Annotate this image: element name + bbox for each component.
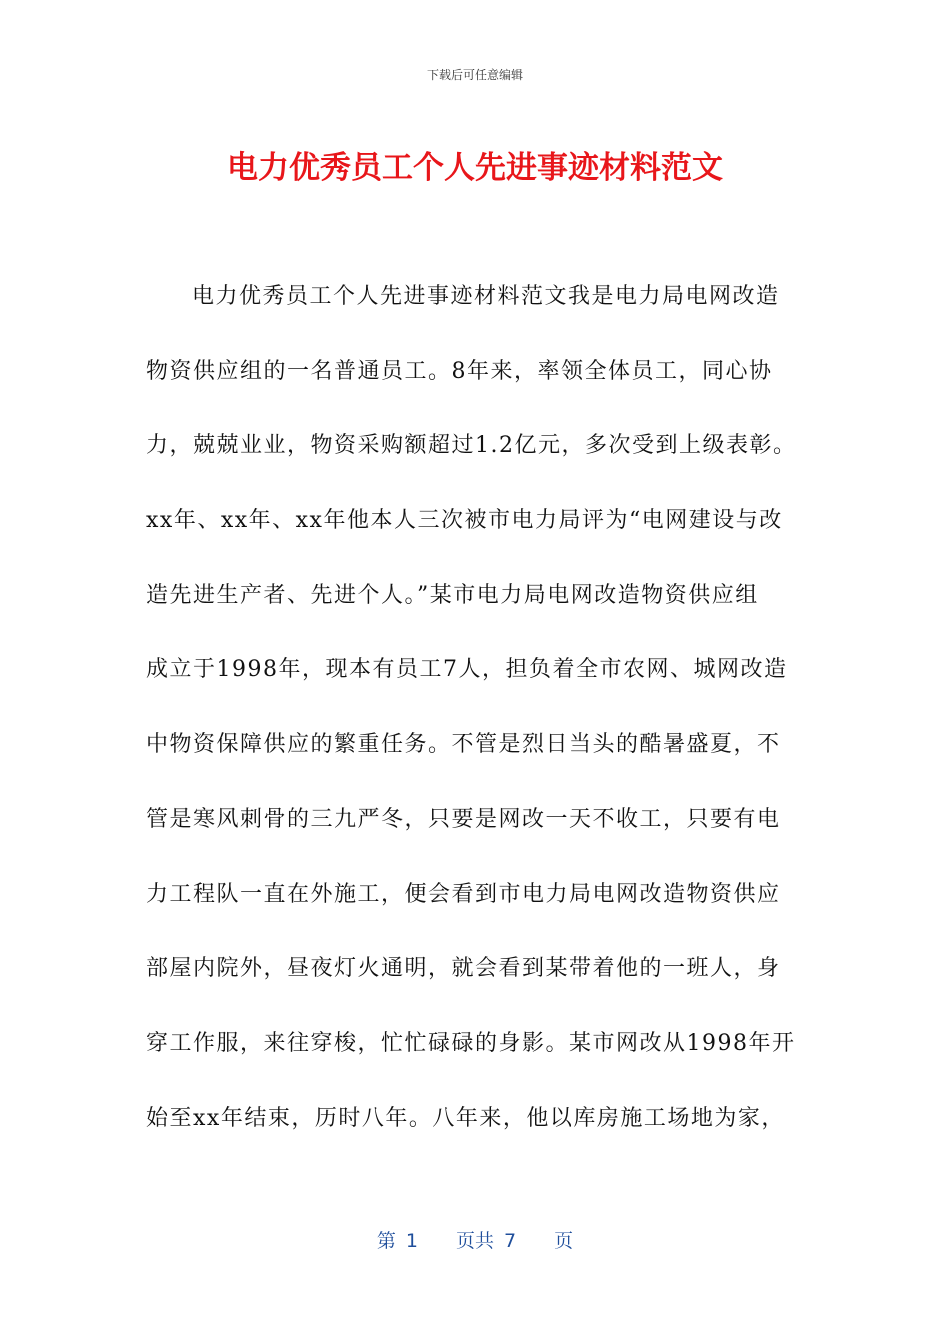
- paragraph-line: 造先进生产者、先进个人。”某市电力局电网改造物资供应组: [146, 582, 759, 608]
- paragraph-line: 部屋内院外，昼夜灯火通明，就会看到某带着他的一班人，身: [146, 956, 781, 982]
- footer-prefix: 第: [376, 1230, 396, 1252]
- paragraph-line: 始至xx年结束，历时八年。八年来，他以库房施工场地为家，: [146, 1105, 785, 1131]
- footer-page-number: 1: [405, 1230, 418, 1252]
- paragraph-line: 成立于1998年，现本有员工7人，担负着全市农网、城网改造: [146, 657, 788, 683]
- paragraph-line: 穿工作服，来往穿梭，忙忙碌碌的身影。某市网改从1998年开: [146, 1030, 796, 1056]
- paragraph-line: 力，兢兢业业，物资采购额超过1.2亿元，多次受到上级表彰。: [146, 433, 797, 459]
- page-footer: [0, 1226, 950, 1253]
- header-note: 下载后可任意编辑: [426, 68, 523, 82]
- paragraph-line: 管是寒风刺骨的三九严冬，只要是网改一天不收工，只要有电: [146, 806, 781, 832]
- paragraph-line: 中物资保障供应的繁重任务。不管是烈日当头的酷暑盛夏，不: [146, 732, 781, 758]
- document-body: [146, 270, 812, 1166]
- footer-total-pages: 7: [504, 1230, 517, 1252]
- footer-suffix: 页: [554, 1230, 574, 1252]
- paragraph-line: 力工程队一直在外施工，便会看到市电力局电网改造物资供应: [146, 881, 781, 907]
- document-title: 电力优秀员工个人先进事迹材料范文: [227, 150, 723, 186]
- paragraph-line: 电力优秀员工个人先进事迹材料范文我是电力局电网改造: [192, 284, 780, 309]
- paragraph-line: xx年、xx年、xx年他本人三次被市电力局评为“电网建设与改: [146, 508, 783, 534]
- footer-middle: 页共: [455, 1230, 494, 1252]
- paragraph-line: 物资供应组的一名普通员工。8年来，率领全体员工，同心协: [146, 358, 773, 384]
